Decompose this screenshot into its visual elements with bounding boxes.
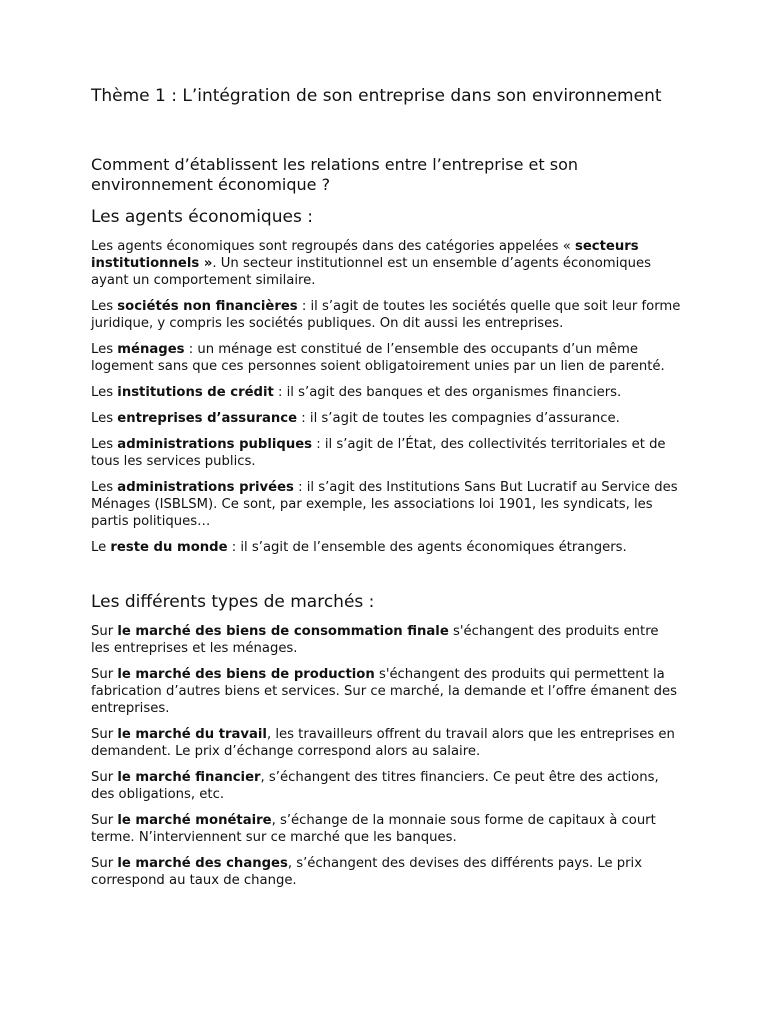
paragraph-bold-term: le marché des biens de production (117, 667, 375, 682)
paragraph-text: : un ménage est constitué de l’ensemble des occupants d’un même logement sans que ces personnes soient obligatoirement unies par un lien de parenté. (91, 342, 665, 374)
paragraph-bold-term: institutions de crédit (117, 385, 274, 400)
paragraph-text: Sur (91, 813, 118, 828)
paragraph-bold-term: administrations publiques (117, 437, 313, 452)
paragraph-credit (91, 384, 681, 401)
paragraph-bold-term: le marché du travail (117, 727, 267, 742)
paragraph-text: Sur (91, 624, 118, 639)
paragraph-text: Les (91, 385, 118, 400)
section-heading-agents: Les agents économiques : (91, 207, 313, 227)
paragraph-marche-travail (91, 726, 681, 760)
paragraph-societes (91, 298, 681, 332)
paragraph-text: , s’échange de la monnaie sous forme de capitaux à court terme. N’interviennent sur ce marché que les banques. (91, 813, 656, 845)
paragraph-menages (91, 341, 681, 375)
paragraph-text: Sur (91, 667, 118, 682)
paragraph-text: : il s’agit de l’ensemble des agents économiques étrangers. (227, 540, 627, 555)
paragraph-text: , s’échangent des devises des différents pays. Le prix correspond au taux de change. (91, 856, 643, 888)
paragraph-text: Les (91, 437, 118, 452)
paragraph-text: : il s’agit des Institutions Sans But Lucratif au Service des Ménages (ISBLSM). Ce sont, par exemple, les associations loi 1901, les syndicats, les partis politiques… (91, 480, 678, 529)
paragraph-bold-term: administrations privées (117, 480, 294, 495)
paragraph-text: . Un secteur institutionnel est un ensemble d’agents économiques ayant un comportement similaire. (91, 256, 651, 288)
paragraph-text: : il s’agit de toutes les compagnies d’assurance. (297, 411, 620, 426)
paragraph-bold-term: ménages (117, 342, 185, 357)
paragraph-admin-privees (91, 479, 681, 530)
paragraph-admin-publiques (91, 436, 681, 470)
paragraph-text: : il s’agit de l’État, des collectivités territoriales et de tous les services publics. (91, 437, 666, 469)
paragraph-bold-term: reste du monde (110, 540, 228, 555)
paragraph-marche-consommation (91, 623, 681, 657)
paragraph-text: Les (91, 342, 118, 357)
paragraph-text: : il s’agit de toutes les sociétés quelle que soit leur forme juridique, y compris les sociétés publiques. On dit aussi les entreprises. (91, 299, 681, 331)
section-heading-marches: Les différents types de marchés : (91, 592, 375, 612)
paragraph-text: Sur (91, 727, 118, 742)
paragraph-text: Les (91, 480, 118, 495)
paragraph-intro (91, 238, 681, 289)
paragraph-text: Les agents économiques sont regroupés dans des catégories appelées « (91, 239, 575, 254)
paragraph-text: , s’échangent des titres financiers. Ce peut être des actions, des obligations, etc. (91, 770, 659, 802)
document-title: Thème 1 : L’intégration de son entreprise dans son environnement (91, 86, 662, 106)
paragraph-text: Sur (91, 856, 118, 871)
paragraph-text: Les (91, 411, 118, 426)
paragraph-text: Le (91, 540, 111, 555)
paragraph-marche-financier (91, 769, 681, 803)
paragraph-bold-term: le marché des biens de consommation finale (117, 624, 449, 639)
paragraph-text: , les travailleurs offrent du travail alors que les entreprises en demandent. Le prix d’échange correspond alors au salaire. (91, 727, 675, 759)
document-question: Comment d’établissent les relations entre l’entreprise et son environnement économique ? (91, 155, 578, 194)
paragraph-text: s'échangent des produits entre les entreprises et les ménages. (91, 624, 659, 656)
paragraph-marche-changes (91, 855, 681, 889)
paragraph-assurance (91, 410, 681, 427)
paragraph-text: Sur (91, 770, 118, 785)
paragraph-marche-monetaire (91, 812, 681, 846)
paragraph-marche-production (91, 666, 681, 717)
paragraph-bold-term: entreprises d’assurance (117, 411, 298, 426)
paragraph-text: s'échangent des produits qui permettent la fabrication d’autres biens et services. Sur ce marché, la demande et l’offre émanent des entreprises. (91, 667, 677, 716)
paragraph-text: Les (91, 299, 118, 314)
paragraph-bold-term: le marché monétaire (117, 813, 272, 828)
paragraph-reste-du-monde (91, 539, 681, 556)
paragraph-bold-term: sociétés non financières (117, 299, 298, 314)
document-page (91, 86, 681, 889)
paragraph-bold-term: le marché des changes (117, 856, 288, 871)
paragraph-bold-term: secteurs institutionnels » (91, 239, 639, 271)
paragraph-text: : il s’agit des banques et des organismes financiers. (273, 385, 622, 400)
paragraph-bold-term: le marché financier (117, 770, 261, 785)
